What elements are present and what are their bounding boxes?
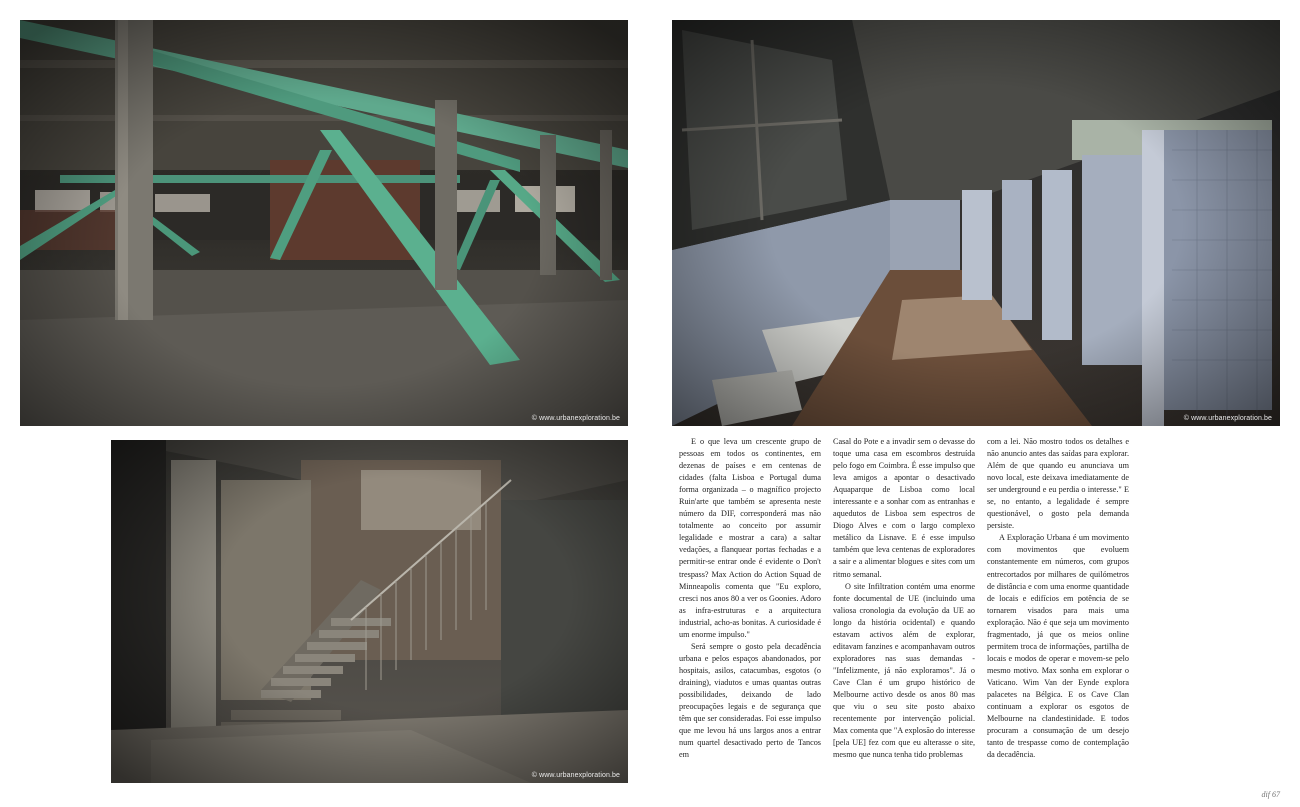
photo-industrial-hall — [20, 20, 628, 426]
article-paragraph: Casal do Pote e a invadir sem o devasse do toque uma casa em escombros destruída pelo fogo em Coimbra. É esse impulso que leva amigos a apontar o desactivado Aquaparque de Lisboa como local interessante e a sonhar com as entranhas e aquedutos de Lisboa sem espectros de Diogo Alves e com o largo complexo metálico da Lisnave. E é esse impulso também que leva centenas de exploradores a sair e a alimentar blogues e sites com um ritmo semanal. — [833, 437, 975, 579]
photo-credit: © www.urbanexploration.be — [531, 772, 620, 779]
article-paragraph: O site Infiltration contém uma enorme fonte documental de UE (incluindo uma valiosa cronologia da evolução da UE ao longo da história ocidental) e quando estavam activos além de explorar, editavam fanzines e acompanhavam outros exploradores nas suas demandas - "Infelizmente, já não exploramos". Já o Cave Clan é um grupo histórico de Melbourne activo desde os anos 80 mas que viu o seu site posto abaixo recentemente por intervenção policial. Max comenta que "A explosão do interesse [pela UE] fez com que eu alterasse o site, mesmo que nunca tenha tido problemas — [833, 581, 975, 760]
article-paragraph: E o que leva um crescente grupo de pessoas em todos os continentes, em dezenas de países e em centenas de cidades (falta Lisboa e Portugal duma forma organizada – o magnífico projecto Ruin'arte que também se apresenta neste número da DIF, corresponderá mas não totalmente ao conceito por assumir legalidade e mostrar a cara) a saltar vedações, a flanquear portas fechadas e a permitir-se entrar onde é evidente o Don't trespass? Max Action do Action Squad de Minneapolis comenta que "Eu exploro, cresci nos anos 80 a ver os Goonies. Adoro as infra-estruturas e a arquitectura industrial, acho-as bonitas. A curiosidade é um enorme impulso." — [679, 437, 821, 639]
article-column-2 — [833, 436, 975, 761]
tiled-corridor-image — [672, 20, 1280, 426]
photo-stairway — [111, 440, 628, 783]
photo-credit: © www.urbanexploration.be — [1183, 415, 1272, 422]
article-paragraph: Será sempre o gosto pela decadência urbana e pelos espaços abandonados, por hospitais, asilos, catacumbas, esgotos (o draining), viadutos e umas quantas outras possibilidades, deixando de lado preocupações legais e de segurança que têm que ser consideradas. Foi esse impulso que me levou há uns largos anos a entrar num quartel desactivado perto de Tancos em — [679, 641, 821, 760]
article-column-3 — [987, 436, 1129, 761]
industrial-hall-image — [20, 20, 628, 426]
stairway-image — [111, 440, 628, 783]
article-paragraph: A Exploração Urbana é um movimento com movimentos que evoluem constantemente em números, com grupos entrecortados por milhares de quilómetros de distância e com uma enorme quantidade de locais e edifícios em potência de se tornarem visados para mais uma exploração. Não é que seja um movimento fragmentado, já que os meios online permitem troca de informações, partilha de locais e modos de operar e movem-se pelo mesmo motivo. Max sonha em explorar o Vaticano. Wim Van der Eynde explora palacetes na Bélgica. E os Cave Clan continuam a explorar os esgotos de Melbourne na clandestinidade. E todos procuram a consumação de um desejo tanto de trespasse como de contemplação da decadência. — [987, 533, 1129, 760]
photo-tiled-corridor — [672, 20, 1280, 426]
page-number: dif 67 — [1261, 790, 1280, 799]
article-column-1 — [679, 436, 821, 761]
photo-credit: © www.urbanexploration.be — [531, 415, 620, 422]
article-paragraph: com a lei. Não mostro todos os detalhes e não anuncio antes das saídas para explorar. Além de que quando eu anunciava um novo local, este deixava imediatamente de ser underground e eu perdia o interesse." E se, no entanto, a legalidade é sempre questionável, o gosto pela demanda persiste. — [987, 437, 1129, 531]
